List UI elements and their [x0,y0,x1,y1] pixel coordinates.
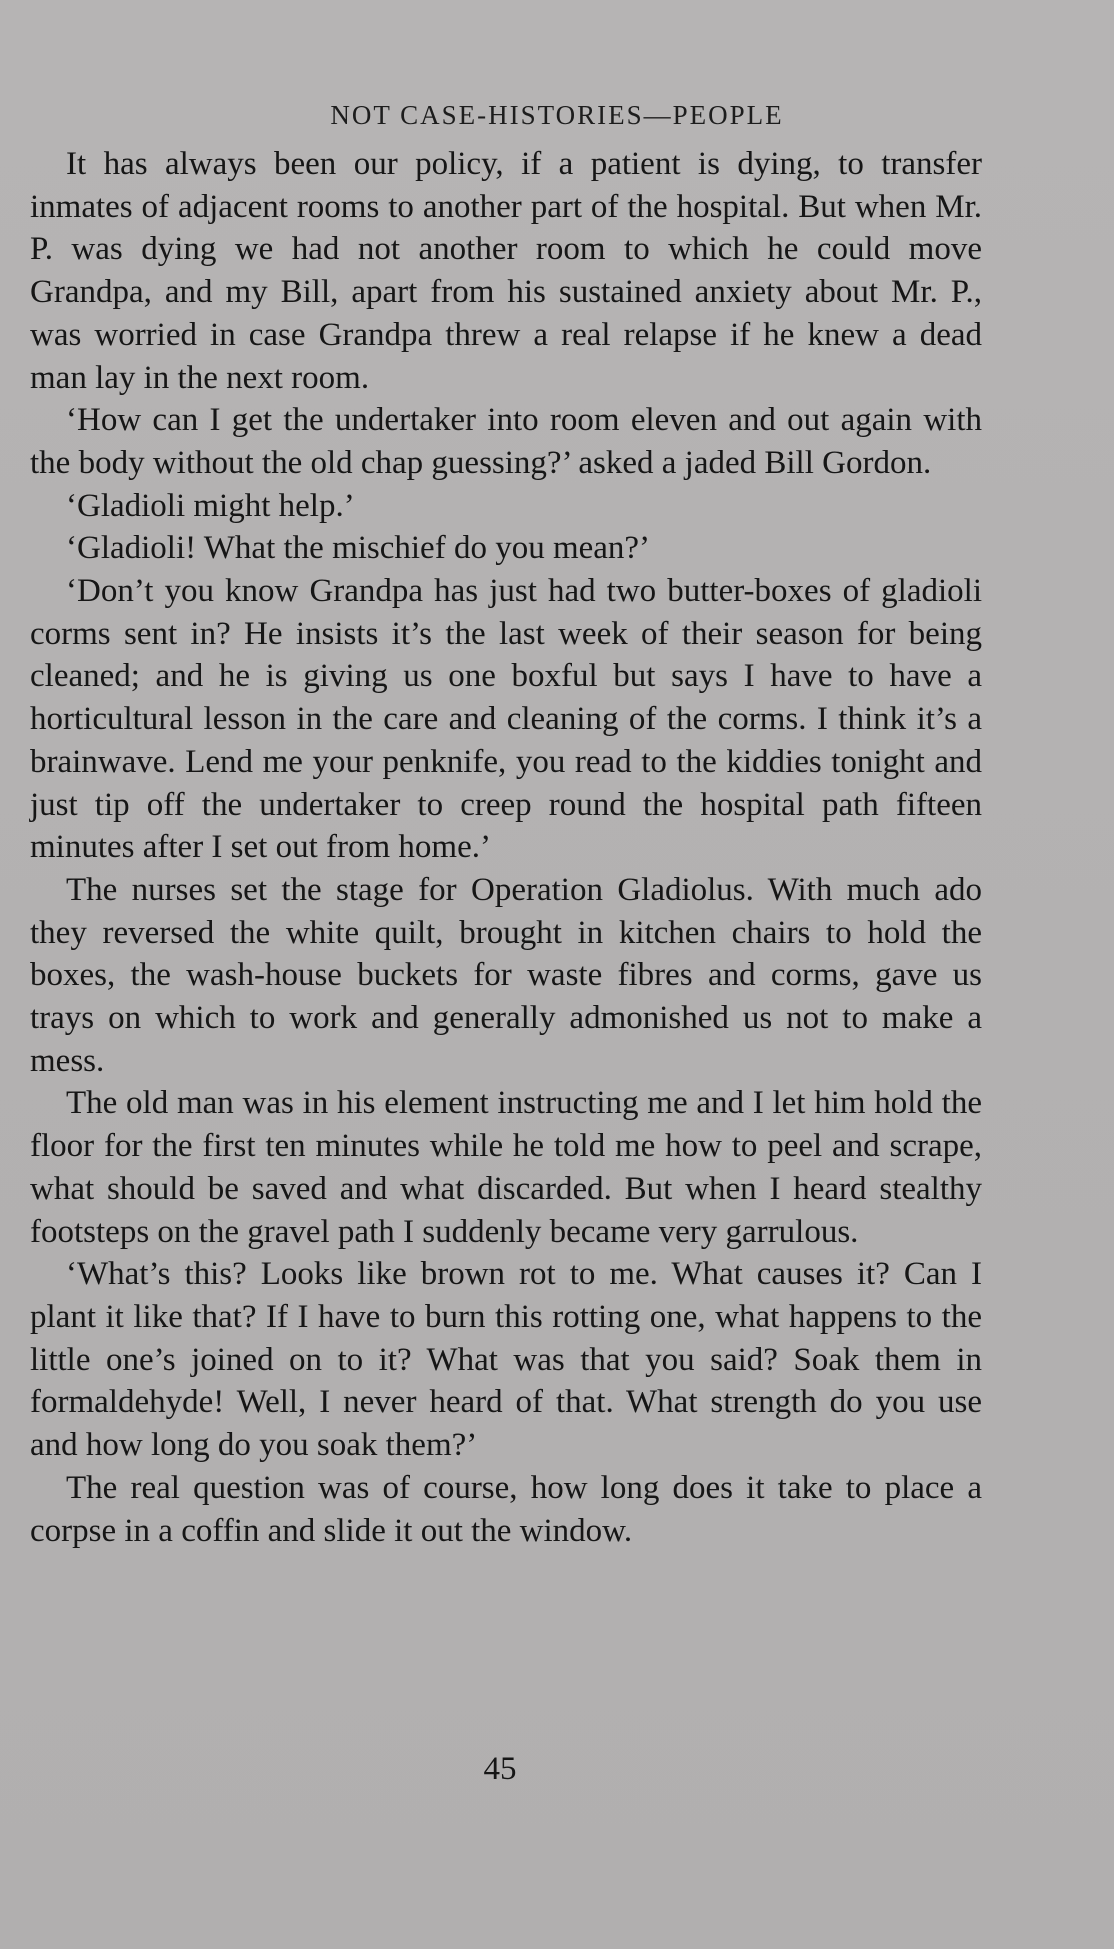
paragraph: ‘Gladioli might help.’ [66,487,355,524]
paragraph: ‘What’s this? Looks like brown rot to me. What causes it? Can I plant it like that? If I have to burn this rotting one, what happens to the little one’s joined on to it? What was that you said? Soak them in formaldehyde! Well, I never heard of that. What strength do you use and how long do you soak them?’ [30,1256,982,1464]
paragraph: ‘Gladioli! What the mischief do you mean?’ [66,530,651,567]
paragraph: ‘Don’t you know Grandpa has just had two butter-boxes of gladioli corms sent in? He insists it’s the last week of their season for being cleaned; and he is giving us one boxful but says I have to have a horticultural lesson in the care and cleaning of the corms. I think it’s a brainwave. Lend me your penknife, you read to the kiddies tonight and just tip off the undertaker to creep round the hospital path fifteen minutes after I set out from home.’ [30,573,982,866]
page-number: 45 [483,1751,517,1787]
body-text [30,143,982,1552]
paragraph: ‘How can I get the undertaker into room eleven and out again with the body without the old chap guessing?’ asked a jaded Bill Gordon. [30,402,982,481]
paragraph: The nurses set the stage for Operation Gladiolus. With much ado they reversed the white quilt, brought in kitchen chairs to hold the boxes, the wash-house buckets for waste fibres and corms, gave us trays on which to work and generally admonished us not to make a mess. [30,871,982,1079]
paragraph: The old man was in his element instructing me and I let him hold the floor for the first ten minutes while he told me how to peel and scrape, what should be saved and what discarded. But when I heard stealthy footsteps on the gravel path I suddenly became very garrulous. [30,1085,982,1250]
running-head: NOT CASE-HISTORIES—PEOPLE [330,100,784,130]
paragraph: The real question was of course, how long does it take to place a corpse in a coffin and slide it out the window. [30,1469,982,1549]
paragraph: It has always been our policy, if a patient is dying, to transfer inmates of adjacent rooms to another part of the hospital. But when Mr. P. was dying we had not another room to which he could move Grandpa, and my Bill, apart from his sustained anxiety about Mr. P., was worried in case Grandpa threw a real relapse if he knew a dead man lay in the next room. [30,146,982,396]
